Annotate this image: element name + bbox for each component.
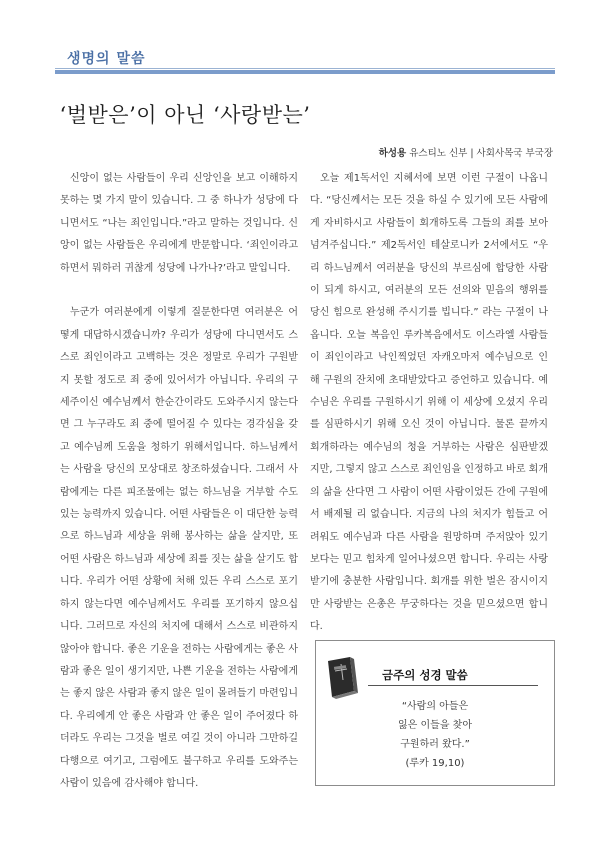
verse-box-header bbox=[316, 641, 554, 689]
paragraph: 신앙이 없는 사람들이 우리 신앙인을 보고 이해하지 못하는 몇 가지 말이 있습니다. 그 중 하나가 성당에 다니면서도 “나는 죄인입니다.”라고 말하는 것입니다. 신앙이 없는 사람들은 우리에게 반문합니다. ‘죄인이라고 하면서 뭐하러 귀찮게 성당에 나가나?’라고 말입니다. bbox=[60, 173, 298, 274]
verse-line: 잃은 이들을 찾아 bbox=[398, 720, 472, 731]
section-label: 생명의 말씀 bbox=[67, 51, 146, 67]
verse-reference: (루카 19,10) bbox=[405, 758, 465, 769]
verse-line: 구원하러 왔다.” bbox=[400, 739, 470, 750]
verse-line: “사람의 아들은 bbox=[401, 701, 469, 712]
bible-book-icon bbox=[322, 655, 360, 699]
left-column bbox=[60, 168, 298, 795]
right-column bbox=[310, 168, 548, 639]
verse-text bbox=[316, 697, 554, 773]
author-role: 유스티노 신부 | 사회사목국 부국장 bbox=[409, 148, 553, 159]
paragraph: 누군가 여러분에게 이렇게 질문한다면 여러분은 어떻게 대답하시겠습니까? 우리가 성당에 다니면서도 스스로 죄인이라고 고백하는 것은 정말로 우리가 구원받지 못할 정도로 죄 중에 있어서가 아닙니다. 우리의 구세주이신 예수님께서 한순간이라도 도와주시지 않는다면 그 누구라도 죄 중에 떨어질 수 있다는 경각심을 갖고 예수님께 도움을 청하기 위해서입니다. 하느님께서는 사람을 당신의 모상대로 창조하셨습니다. 그래서 사람에게는 다른 피조물에는 없는 하느님을 거부할 수도 있는 능력까지 있습니다. 어떤 사람들은 이 대단한 능력으로 하느님과 세상을 위해 봉사하는 삶을 살지만, 또 어떤 사람은 하느님과 세상에 죄를 짓는 삶을 살기도 합니다. 우리가 어떤 상황에 처해 있든 우리 스스로 포기하지 않는다면 예수님께서도 우리를 포기하지 않으십니다. 그러므로 자신의 처지에 대해서 스스로 비관하지 않아야 합니다. 좋은 기운을 전하는 사람에게는 좋은 사람과 좋은 일이 생기지만, 나쁜 기운을 전하는 사람에게는 좋지 않은 사람과 좋지 않은 일이 몰려들기 마련입니다. 우리에게 안 좋은 사람과 안 좋은 일이 주어졌다 하더라도 우리는 그것을 벌로 여길 것이 아니라 그만하길 다행으로 여기고, 그럼에도 불구하고 우리를 도와주는 사람이 있음에 감사해야 합니다. bbox=[60, 307, 298, 789]
verse-box-divider bbox=[368, 685, 538, 686]
article-title: ‘벌받은’이 아닌 ‘사랑받는’ bbox=[59, 103, 311, 127]
weekly-verse-box bbox=[315, 640, 555, 786]
author-name: 하성용 bbox=[378, 148, 407, 159]
verse-box-title: 금주의 성경 말씀 bbox=[382, 668, 468, 682]
paragraph: 오늘 제1독서인 지혜서에 보면 이런 구절이 나옵니다. “당신께서는 모든 것을 하실 수 있기에 모든 사람에게 자비하시고 사람들이 회개하도록 그들의 죄를 보아 넘겨주십니다.” 제2독서인 테살로니카 2서에서도 “우리 하느님께서 여러분을 당신의 부르심에 합당한 사람이 되게 하시고, 여러분의 모든 선의와 믿음의 행위를 당신 힘으로 완성해 주시기를 빕니다.” 라는 구절이 나옵니다. 오늘 복음인 루카복음에서도 이스라엘 사람들이 죄인이라고 낙인찍었던 자캐오마저 예수님으로 인해 구원의 잔치에 초대받았다고 증언하고 있습니다. 예수님은 우리를 구원하시기 위해 이 세상에 오셨지 우리를 심판하시기 위해 오신 것이 아닙니다. 물론 끝까지 회개하라는 예수님의 청을 거부하는 사람은 심판받겠지만, 그렇지 않고 스스로 죄인임을 인정하고 바로 회개의 삶을 산다면 그 사람이 어떤 사람이었든 간에 구원에서 배제될 리 없습니다. 지금의 나의 처지가 힘들고 어려워도 예수님과 다른 사람을 원망하며 주저앉아 있기보다는 믿고 힘차게 일어나셨으면 합니다. 우리는 사랑받기에 충분한 사람입니다. 회개를 위한 벌은 잠시이지만 사랑받는 은총은 무궁하다는 것을 믿으셨으면 합니다. bbox=[310, 173, 548, 633]
byline bbox=[379, 145, 553, 159]
header-divider-thin bbox=[55, 68, 555, 69]
header-divider-thick bbox=[55, 70, 555, 74]
